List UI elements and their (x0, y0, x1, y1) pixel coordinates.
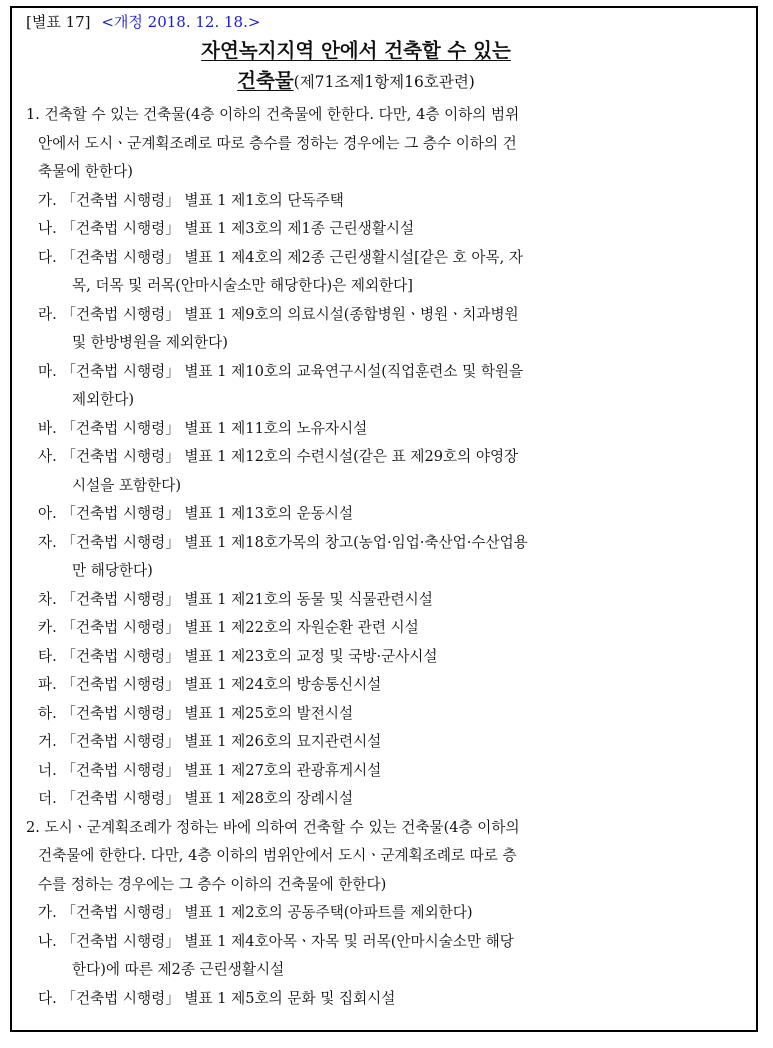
section-1 (26, 101, 746, 814)
list-item-line: 마. 「건축법 시행령」 별표 1 제10호의 교육연구시설(직업훈련소 및 학원을 (38, 362, 524, 380)
document-body (26, 101, 746, 1013)
list-item-line: 제외한다) (72, 391, 135, 408)
list-item (26, 985, 746, 1014)
list-item-line: 자. 「건축법 시행령」 별표 1 제18호가목의 창고(농업·임업·축산업·수산업용 (38, 533, 528, 551)
table-number: [별표 17] (26, 13, 91, 31)
list-item-line: 타. 「건축법 시행령」 별표 1 제23호의 교정 및 국방·군사시설 (38, 647, 438, 665)
section-heading-line: 1. 건축할 수 있는 건축물(4층 이하의 건축물에 한한다. 다만, 4층 이하의 범위 (26, 106, 520, 123)
list-item-line: 거. 「건축법 시행령」 별표 1 제26호의 묘지관련시설 (38, 733, 382, 750)
list-item (26, 671, 746, 700)
section-2 (26, 814, 746, 1014)
title-reference: (제71조제1항제16호관련) (293, 73, 475, 91)
section-heading-line: 건축물에 한한다. 다만, 4층 이하의 범위안에서 도시ㆍ군계획조례로 따로 층 (38, 847, 517, 864)
annex-document (26, 12, 746, 1013)
list-item (26, 415, 746, 444)
list-item-line: 다. 「건축법 시행령」 별표 1 제5호의 문화 및 집회시설 (38, 989, 396, 1007)
section-heading-line: 안에서 도시ㆍ군계획조례로 따로 층수를 정하는 경우에는 그 층수 이하의 건 (38, 134, 517, 152)
list-item-line: 파. 「건축법 시행령」 별표 1 제24호의 방송통신시설 (38, 676, 382, 693)
list-item-line: 한다)에 따른 제2종 근린생활시설 (72, 961, 285, 978)
list-item-line: 목, 더목 및 러목(안마시술소만 해당한다)은 제외한다] (72, 277, 413, 294)
list-item-line: 시설을 포함한다) (72, 476, 182, 494)
list-item-line: 더. 「건축법 시행령」 별표 1 제28호의 장례시설 (38, 790, 354, 807)
list-item (26, 785, 746, 814)
list-item (26, 728, 746, 757)
list-item (26, 358, 746, 415)
list-item (26, 215, 746, 244)
section-heading-line: 수를 정하는 경우에는 그 층수 이하의 건축물에 한한다) (38, 875, 387, 893)
list-item (26, 757, 746, 786)
list-item-line: 바. 「건축법 시행령」 별표 1 제11호의 노유자시설 (38, 419, 368, 437)
list-item-line: 가. 「건축법 시행령」 별표 1 제2호의 공동주택(아파트를 제외한다) (38, 904, 473, 921)
list-item-line: 가. 「건축법 시행령」 별표 1 제1호의 단독주택 (38, 191, 344, 209)
section-heading-line: 축물에 한한다) (38, 163, 133, 180)
list-item-line: 카. 「건축법 시행령」 별표 1 제22호의 자원순환 관련 시설 (38, 619, 419, 636)
list-item (26, 500, 746, 529)
list-item (26, 614, 746, 643)
list-item-line: 나. 「건축법 시행령」 별표 1 제4호아목ㆍ자목 및 러목(안마시술소만 해당 (38, 932, 514, 950)
list-item-line: 라. 「건축법 시행령」 별표 1 제9호의 의료시설(종합병원ㆍ병원ㆍ치과병원 (38, 305, 519, 323)
list-item-line: 나. 「건축법 시행령」 별표 1 제3호의 제1종 근린생활시설 (38, 220, 415, 237)
list-item-line: 너. 「건축법 시행령」 별표 1 제27호의 관광휴게시설 (38, 761, 382, 779)
list-item-line: 하. 「건축법 시행령」 별표 1 제25호의 발전시설 (38, 704, 354, 722)
list-item-line: 다. 「건축법 시행령」 별표 1 제4호의 제2종 근린생활시설[같은 호 아목, 자 (38, 248, 523, 266)
list-item (26, 899, 746, 928)
section-heading-line: 2. 도시ㆍ군계획조례가 정하는 바에 의하여 건축할 수 있는 건축물(4층 이하의 (26, 818, 520, 836)
list-item (26, 443, 746, 500)
list-item (26, 529, 746, 586)
list-item (26, 643, 746, 672)
amendment-link[interactable]: <개정 2018. 12. 18.> (101, 13, 261, 31)
document-title (26, 38, 686, 64)
list-item (26, 586, 746, 615)
list-item-line: 아. 「건축법 시행령」 별표 1 제13호의 운동시설 (38, 505, 354, 522)
list-item-line: 만 해당한다) (72, 562, 153, 579)
list-item-line: 및 한방병원을 제외한다) (72, 334, 228, 351)
list-item (26, 301, 746, 358)
list-item-line: 사. 「건축법 시행령」 별표 1 제12호의 수련시설(같은 표 제29호의 야영장 (38, 448, 519, 465)
annex-header (26, 12, 746, 32)
list-item (26, 244, 746, 301)
list-item (26, 928, 746, 985)
document-subtitle (26, 68, 686, 95)
title-line-2: 건축물 (237, 69, 294, 92)
list-item-line: 차. 「건축법 시행령」 별표 1 제21호의 동물 및 식물관련시설 (38, 590, 433, 608)
list-item (26, 187, 746, 216)
title-line-1: 자연녹지지역 안에서 건축할 수 있는 (201, 39, 511, 62)
list-item (26, 700, 746, 729)
